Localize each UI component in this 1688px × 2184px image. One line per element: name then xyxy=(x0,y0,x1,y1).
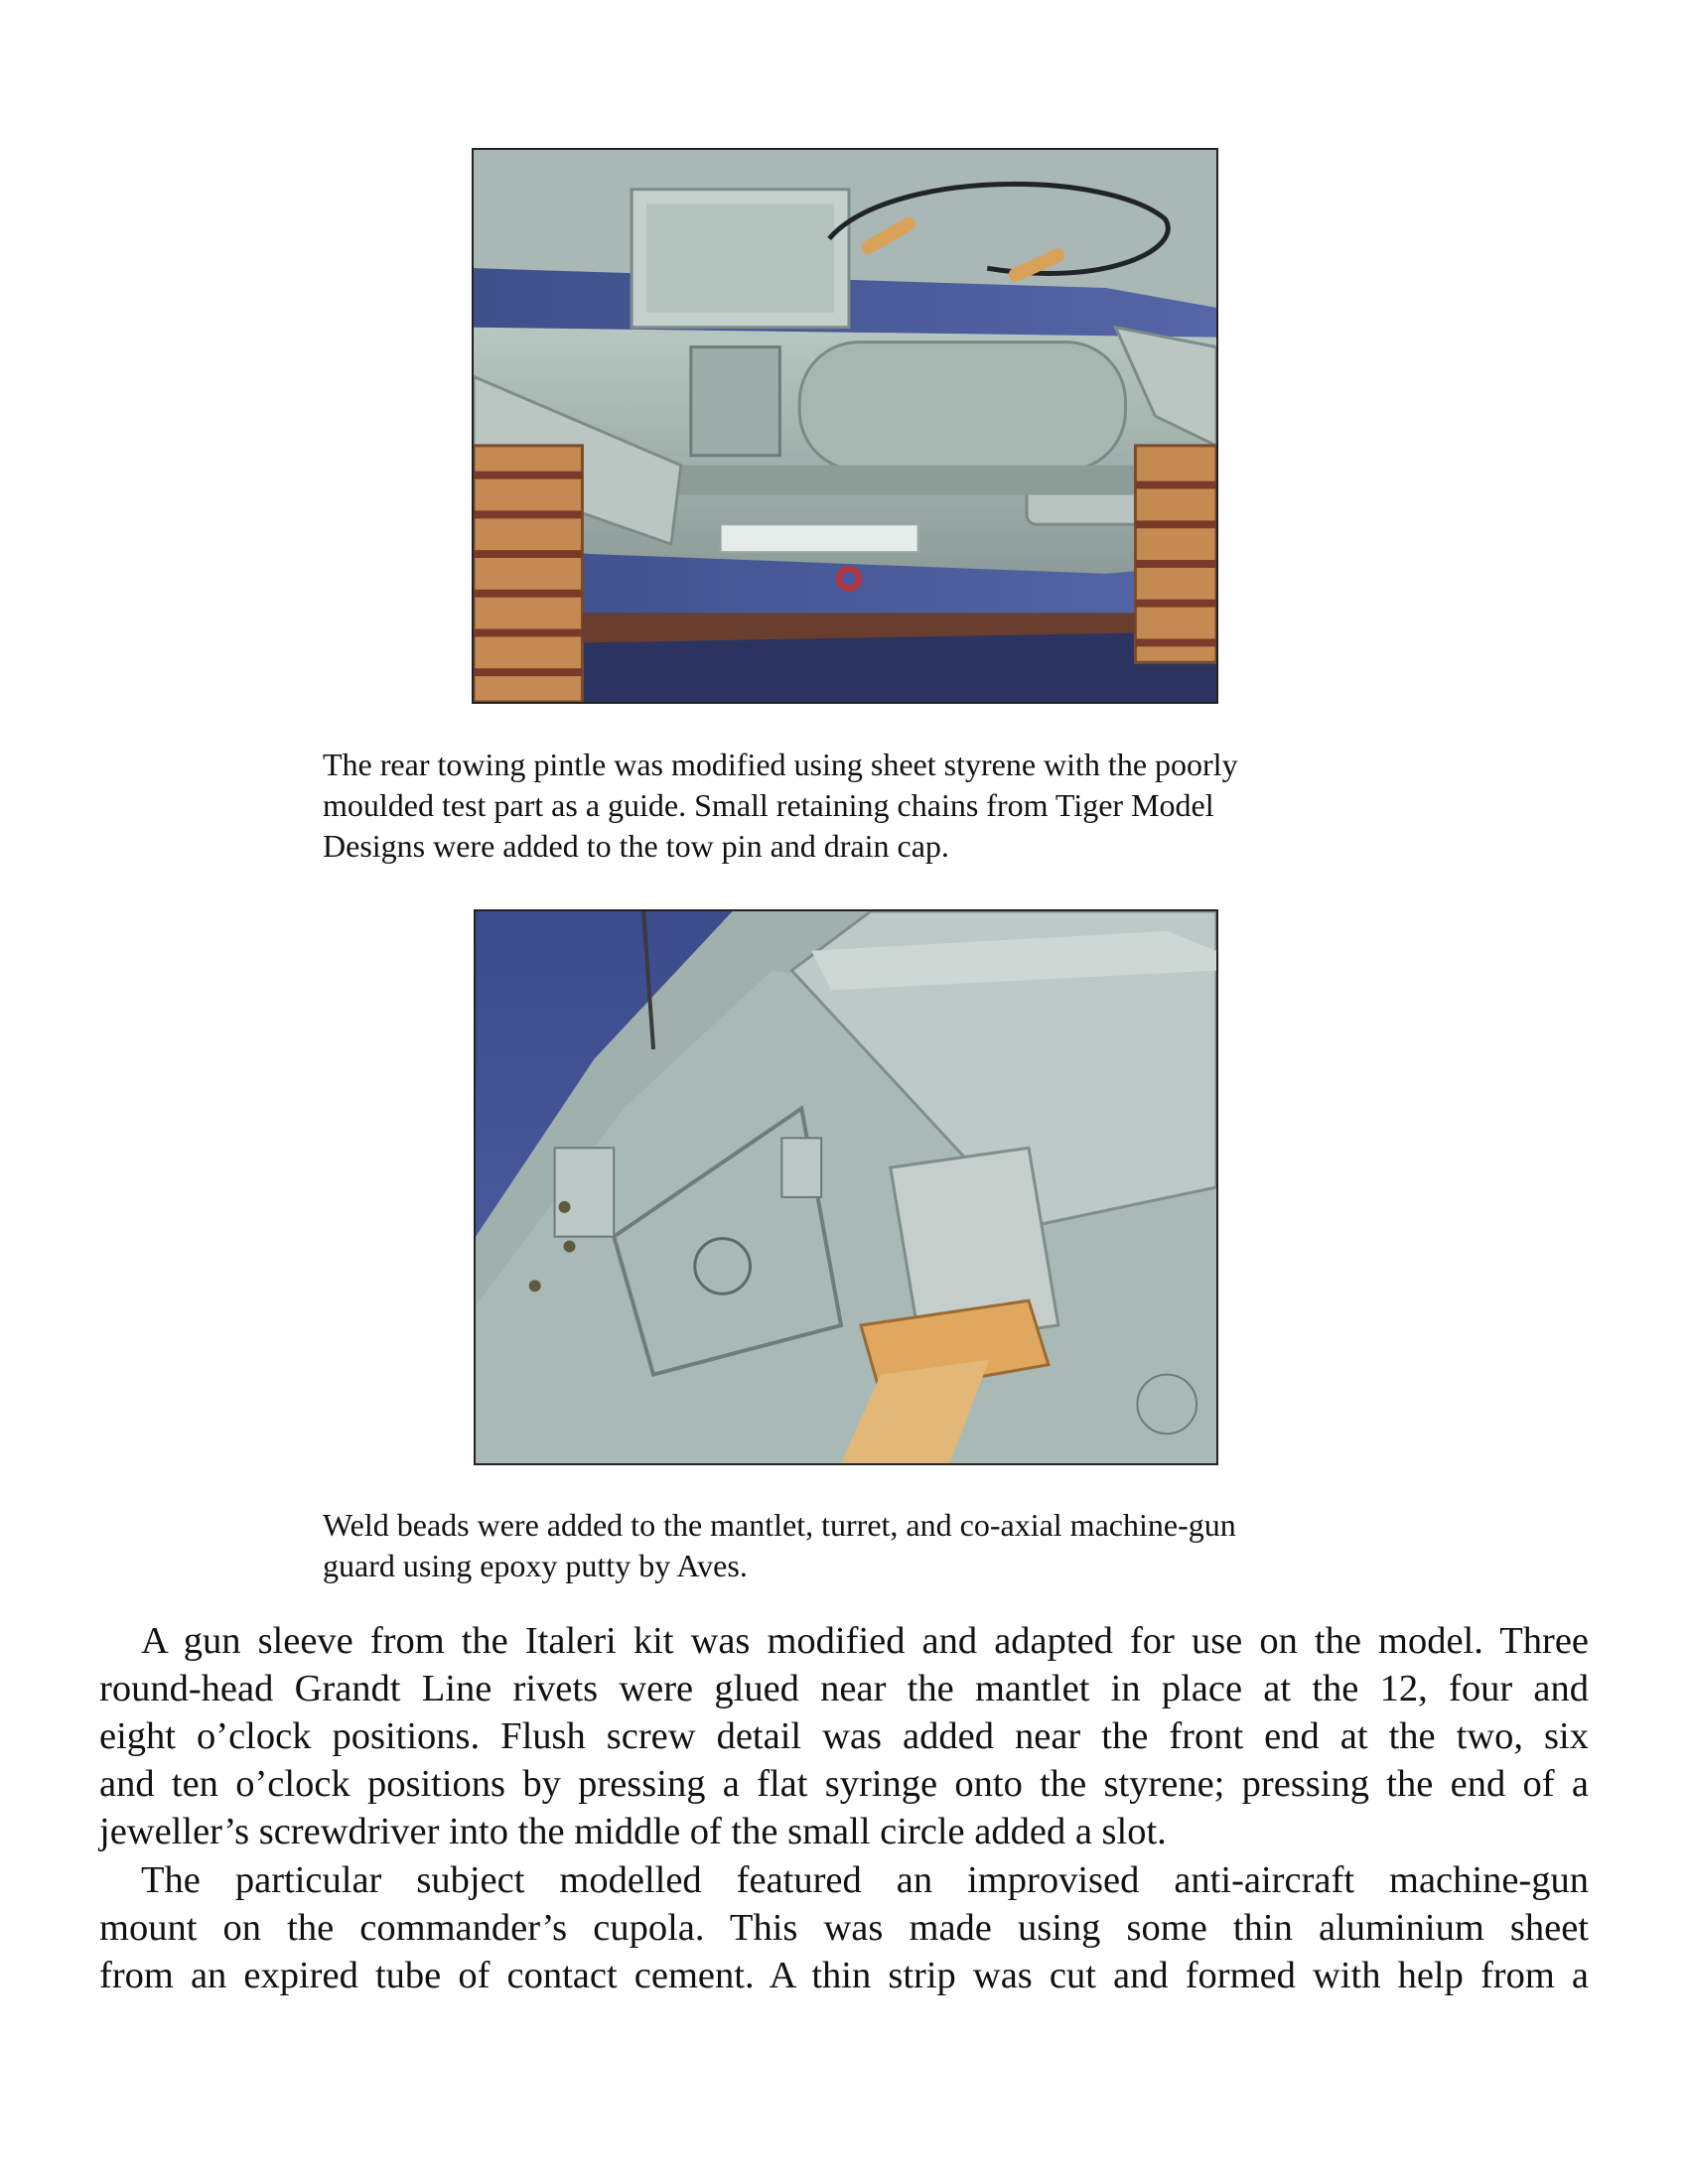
caption-line: moulded test part as a guide. Small retaining chains from Tiger Model xyxy=(323,787,1214,823)
paragraph-line: eight o’clock positions. Flush screw detail was added near the front end at the two, six xyxy=(99,1715,1589,1757)
body-paragraph-1 xyxy=(99,1617,1589,1855)
paragraph-line: mount on the commander’s cupola. This was made using some thin aluminium sheet xyxy=(99,1907,1589,1949)
paragraph-line: A gun sleeve from the Italeri kit was modified and adapted for use on the model. Three xyxy=(141,1620,1589,1662)
mantlet-weld-beads-photo xyxy=(474,909,1218,1465)
mantlet-weld-beads-image xyxy=(476,911,1216,1463)
paragraph-line: from an expired tube of contact cement. A thin strip was cut and formed with help from a xyxy=(99,1955,1589,1996)
caption-line: Weld beads were added to the mantlet, turret, and co-axial machine-gun xyxy=(323,1507,1236,1543)
figure-caption-1 xyxy=(323,745,1375,867)
caption-line: Designs were added to the tow pin and drain cap. xyxy=(323,828,949,864)
paragraph-line: jeweller’s screwdriver into the middle of the small circle added a slot. xyxy=(99,1811,1167,1852)
figure-caption-2 xyxy=(323,1505,1375,1586)
caption-line: The rear towing pintle was modified using sheet styrene with the poorly xyxy=(323,747,1238,782)
paragraph-line: and ten o’clock positions by pressing a flat syringe onto the styrene; pressing the end of a xyxy=(99,1763,1589,1805)
paragraph-line: round-head Grandt Line rivets were glued near the mantlet in place at the 12, four and xyxy=(99,1668,1589,1709)
rear-towing-pintle-image xyxy=(474,150,1216,702)
paragraph-line: The particular subject modelled featured an improvised anti-aircraft machine-gun xyxy=(141,1859,1589,1901)
body-paragraph-2 xyxy=(99,1856,1589,1999)
caption-line: guard using epoxy putty by Aves. xyxy=(323,1548,748,1583)
rear-towing-pintle-photo xyxy=(472,148,1218,704)
